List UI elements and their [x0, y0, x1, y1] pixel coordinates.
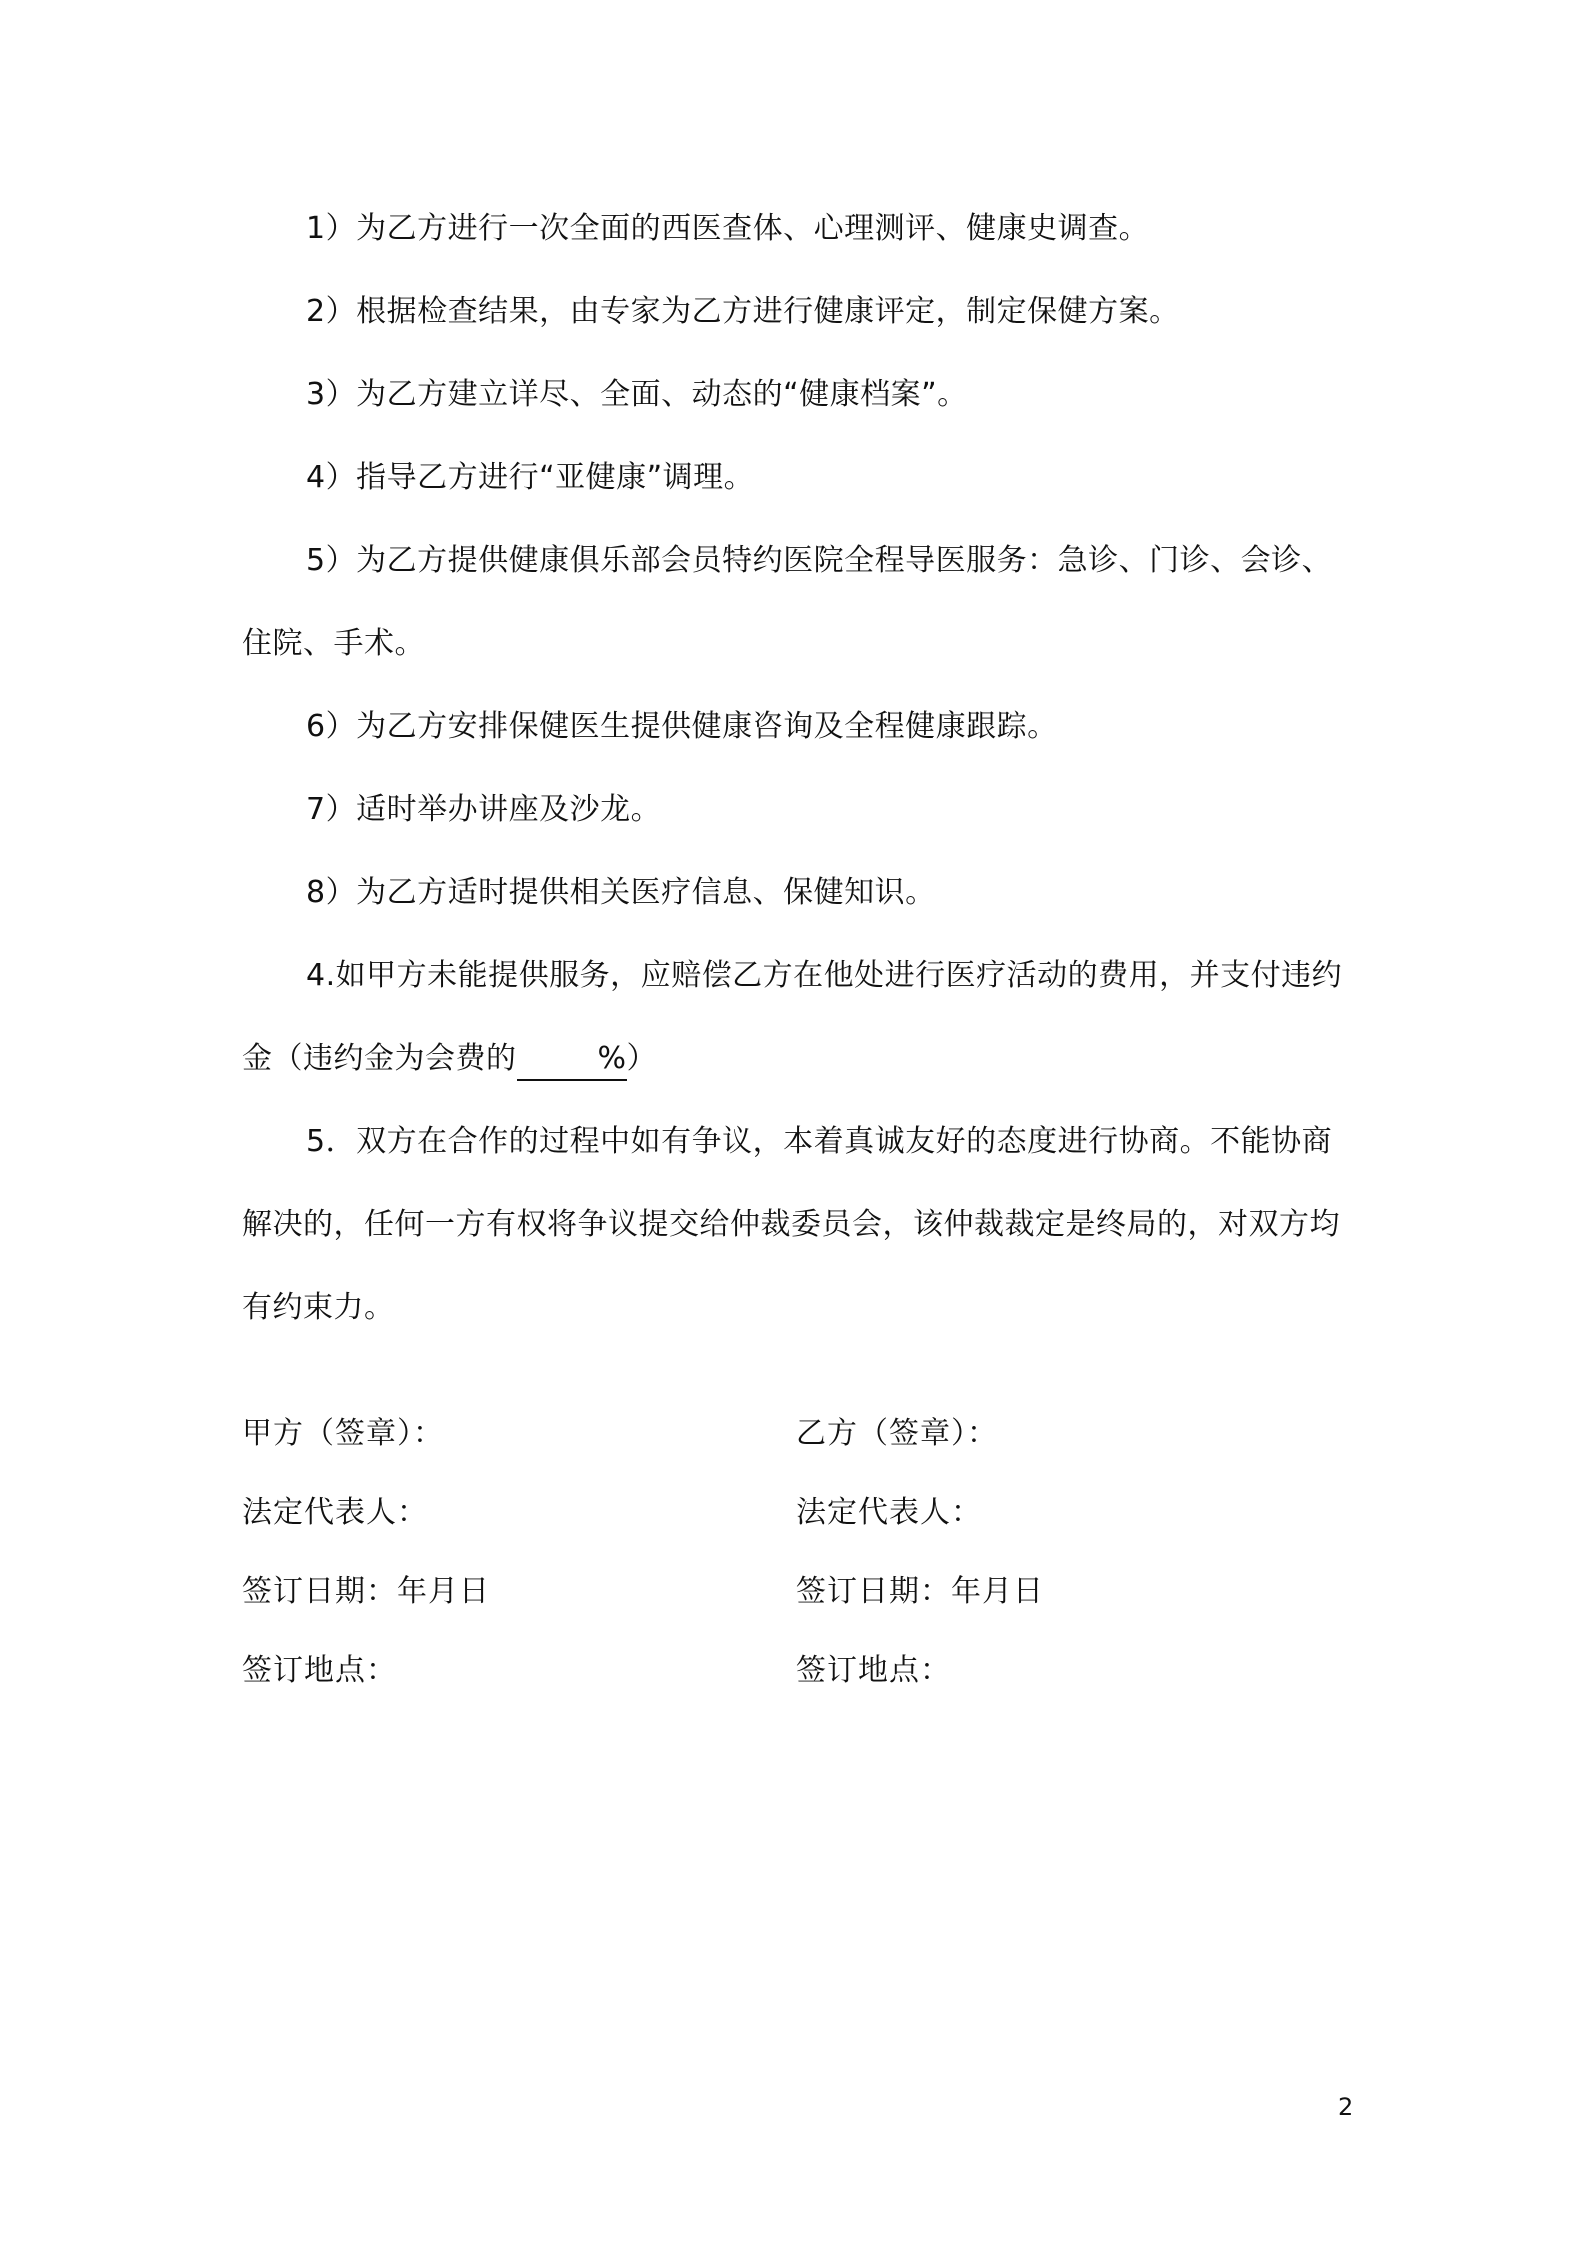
clause-5: 5．双方在合作的过程中如有争议，本着真诚友好的态度进行协商。不能协商解决的，任何一方有权将争议提交给仲裁委员会，该仲裁裁定是终局的，对双方均有约束力。 — [242, 1124, 1340, 1325]
party-b-sign-date: 签订日期：年月日 — [796, 1574, 1044, 1609]
party-a-sign-date: 签订日期：年月日 — [242, 1574, 490, 1609]
service-item-5: 5）为乙方提供健康俱乐部会员特约医院全程导医服务：急诊、门诊、会诊、住院、手术。 — [242, 543, 1333, 661]
service-item-7: 7）适时举办讲座及沙龙。 — [306, 792, 662, 827]
party-a-representative: 法定代表人： — [242, 1495, 428, 1530]
party-b-representative: 法定代表人： — [796, 1495, 982, 1530]
service-item-1: 1）为乙方进行一次全面的西医查体、心理测评、健康史调查。 — [306, 211, 1150, 246]
service-item-6: 6）为乙方安排保健医生提供健康咨询及全程健康跟踪。 — [306, 709, 1058, 744]
page-number: 2 — [1338, 2093, 1354, 2121]
service-item-4: 4）指导乙方进行“亚健康”调理。 — [306, 460, 755, 495]
penalty-rate-blank: % — [517, 1039, 627, 1081]
service-item-8: 8）为乙方适时提供相关医疗信息、保健知识。 — [306, 875, 936, 910]
service-item-3: 3）为乙方建立详尽、全面、动态的“健康档案”。 — [306, 377, 968, 412]
service-item-2: 2）根据检查结果，由专家为乙方进行健康评定，制定保健方案。 — [306, 294, 1180, 329]
party-a-seal: 甲方（签章）： — [242, 1416, 444, 1451]
party-b-seal: 乙方（签章）： — [796, 1416, 998, 1451]
party-b-sign-place: 签订地点： — [796, 1653, 951, 1688]
party-a-sign-place: 签订地点： — [242, 1653, 397, 1688]
clause-4: 4.如甲方未能提供服务，应赔偿乙方在他处进行医疗活动的费用，并支付违约金（违约金为会费的 %） — [242, 934, 1362, 1100]
